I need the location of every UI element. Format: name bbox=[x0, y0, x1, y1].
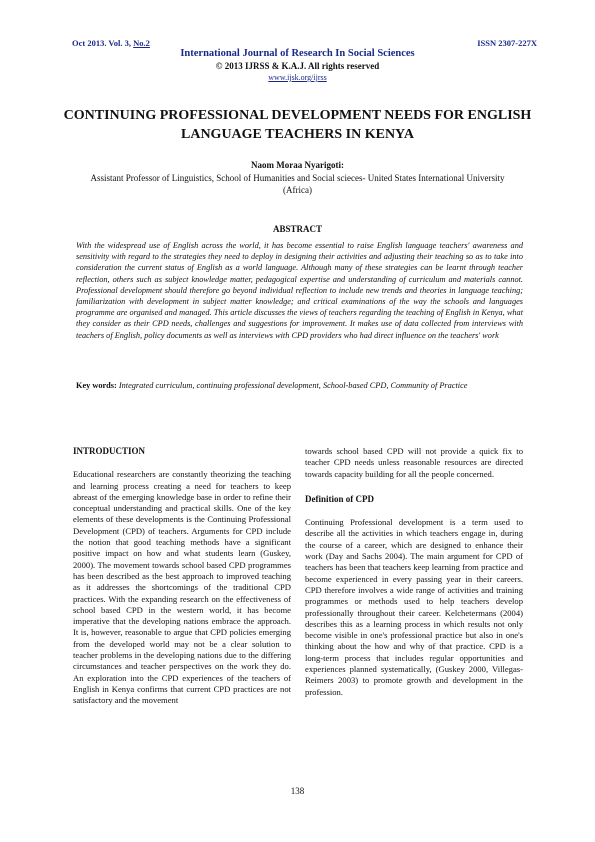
definition-text: Continuing Professional development is a term used to describe all the activities in which teachers engage in, during the course of a career, which are designed to enhance their work (Day and Sachs 2004). The main argument for CPD of teachers has been that teachers keep learning from practice and become experienced in every passing year in their careers. CPD therefore involves a wide range of activities and training programmes or methods used to help teachers develop professionally throughout their career. Kelchetermans (2004) describes this as a learning process in which results not only become visible in one's professional practice but also in one's thinking about the how and why of that practice. CPD is a long-term process that includes regular opportunities and experiences planned systematically, (Guskey 2000, Villegas-Reimers 2003) to promote growth and development in the profession. bbox=[305, 517, 523, 697]
journal-name: International Journal of Research In Social Sciences bbox=[180, 48, 415, 59]
copyright: © 2013 IJRSS & K.A.J. All rights reserved bbox=[215, 61, 380, 71]
issn: ISSN 2307-227X bbox=[477, 38, 537, 48]
section-heading-definition: Definition of CPD bbox=[305, 493, 374, 504]
author-affiliation: Assistant Professor of Linguistics, School of Humanities and Social scieces- United States International University (Africa) bbox=[90, 173, 505, 195]
introduction-text: Educational researchers are constantly theorizing the teaching and learning process creating a need for teachers to keep abreast of the emerging knowledge base in order to refine their conceptual understanding and practical skills. One of the key elements of these developments is the Continuing Professional Development (CPD) of teachers. Arguments for CPD include the notion that good teaching methods have a significant positive impact on how and what students learn (Guskey, 2000). The movement towards school based CPD programmes has been described as the best approach to improved teaching as it addresses the shortcomings of the traditional CPD practices. With the expanding research on the effectiveness of school based CPD in the western world, it has become imperative that the developing nations embrace the approach. It is, however, reasonable to argue that CPD policies emerging from the developed world may not be a clear solution to teacher problems in the developing nations due to the differing circumstances and teacher perspectives on the work they do. An exploration into the CPD experiences of the teachers of English in Kenya confirms that current CPD practices are not satisfactory and the movement bbox=[73, 469, 291, 706]
journal-url-link[interactable]: www.ijsk.org/ijrss bbox=[268, 73, 327, 82]
section-heading-introduction: INTRODUCTION bbox=[73, 446, 146, 456]
issue-info bbox=[72, 38, 150, 48]
keywords-label: Key words: bbox=[76, 381, 117, 390]
column-right bbox=[305, 446, 523, 712]
issue-link[interactable]: No.2 bbox=[133, 38, 150, 48]
keywords bbox=[76, 380, 523, 391]
abstract-heading: ABSTRACT bbox=[272, 224, 322, 234]
issue-text: Oct 2013. Vol. 3, bbox=[72, 38, 134, 48]
paper-title: CONTINUING PROFESSIONAL DEVELOPMENT NEEDS FOR ENGLISH LANGUAGE TEACHERS IN KENYA bbox=[63, 108, 532, 142]
column-left bbox=[73, 446, 291, 721]
keywords-text: Integrated curriculum, continuing professional development, School-based CPD, Community of Practice bbox=[116, 381, 468, 390]
page-number: 138 bbox=[290, 786, 305, 796]
abstract-text: With the widespread use of English across the world, it has become essential to raise English language teachers' awareness and sensitivity with regard to the strategies they need to deploy in designing their activities and adjusting their teaching so as to take into consideration the current status of English as a world language. Although many of these strategies can be learnt through teacher reflection, others such as subject knowledge matter, pedagogical expertise and understanding of curriculum and materials cannot. Professional development should therefore go beyond individual reflection to include new trends and theories in language teaching; familiarization with development in subject matter knowledge; and critical examinations of the way the schools and languages programme are organised and managed. This article discusses the views of teachers regarding the teaching of English in Kenya, what they consider as their CPD needs, challenges and suggestions for improvement. It makes use of data collected from interviews with teachers of English, policy documents as well as interviews with CPD providers who had direct influence on the teachers' work bbox=[76, 241, 523, 340]
introduction-continued: towards school based CPD will not provide a quick fix to teacher CPD needs unless reasonable resources are directed towards capacity building for all the people concerned. bbox=[305, 446, 523, 479]
author-name: Naom Moraa Nyarigoti: bbox=[251, 160, 344, 170]
